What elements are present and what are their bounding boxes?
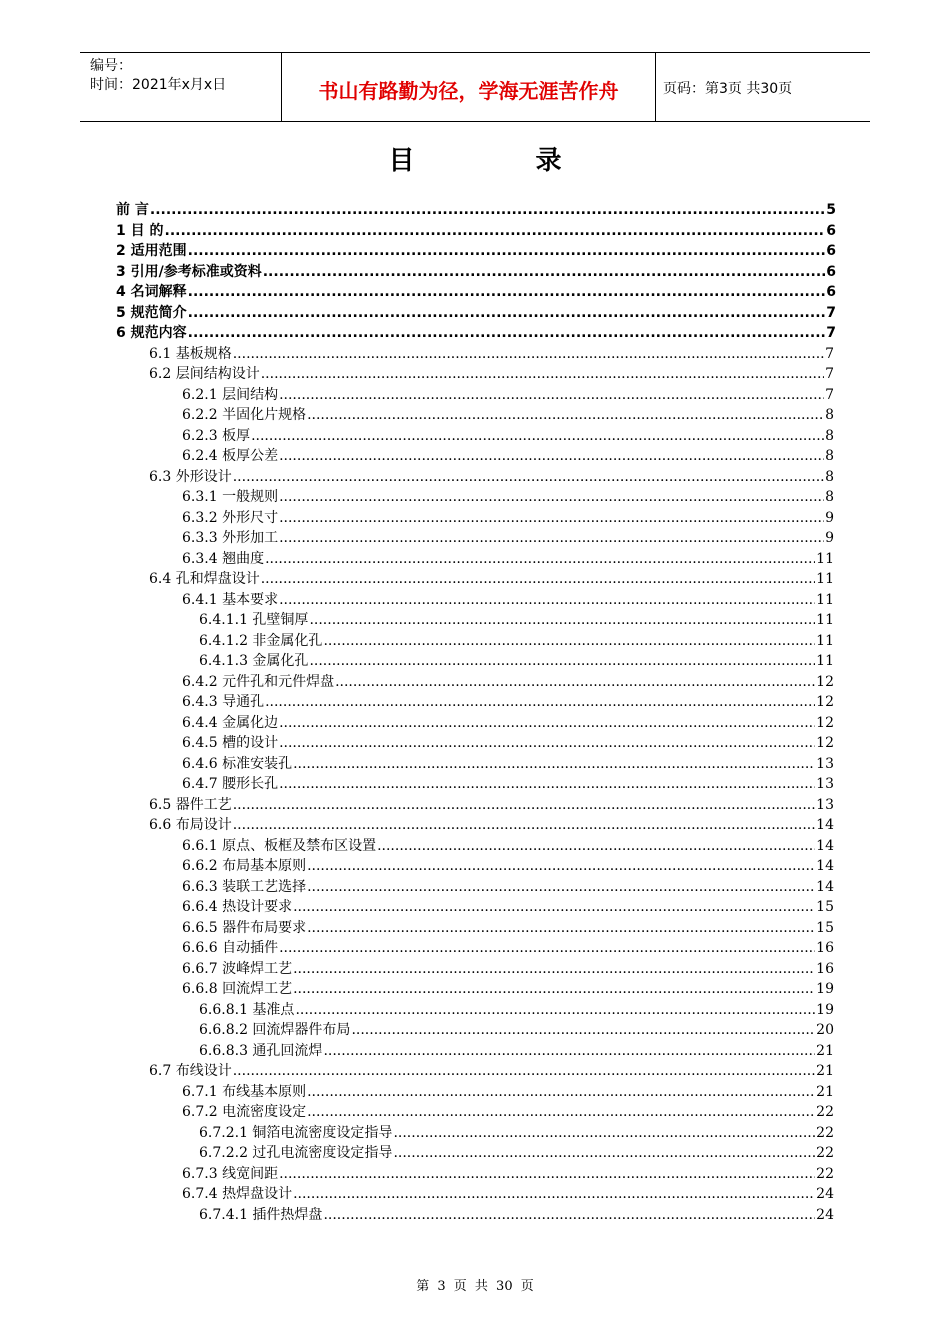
toc-leader-dots (293, 897, 815, 917)
toc-entry-page: 11 (816, 591, 834, 608)
toc-leader-dots (293, 959, 815, 979)
toc-entry-label: 6.6.7 波峰焊工艺 (182, 960, 293, 977)
toc-entry-page: 22 (816, 1145, 834, 1161)
toc-entry-page: 13 (816, 796, 834, 813)
toc-entry-page: 8 (825, 427, 834, 444)
toc-leader-dots (279, 1164, 815, 1184)
toc-leader-dots (323, 631, 815, 651)
toc-leader-dots (233, 467, 824, 487)
toc-entry[interactable] (182, 856, 834, 876)
toc-entry[interactable] (149, 364, 834, 384)
toc-leader-dots (295, 1000, 815, 1020)
toc-leader-dots (150, 200, 825, 220)
toc-entry[interactable] (182, 385, 834, 405)
toc-entry[interactable] (199, 1143, 834, 1163)
toc-entry-page: 12 (816, 694, 834, 710)
toc-entry[interactable] (149, 344, 834, 364)
toc-entry-label: 6.7.2.1 铜箔电流密度设定指导 (199, 1124, 393, 1141)
toc-entry[interactable] (182, 959, 834, 979)
toc-entry[interactable] (149, 467, 834, 487)
toc-entry-label: 6.2.3 板厚 (182, 427, 251, 444)
toc-leader-dots (233, 815, 815, 835)
toc-leader-dots (279, 774, 815, 794)
toc-leader-dots (233, 795, 815, 815)
toc-entry[interactable] (116, 241, 836, 261)
toc-entry-page: 7 (825, 386, 834, 403)
toc-entry-page: 7 (826, 304, 836, 321)
toc-entry-label: 6.3 外形设计 (149, 468, 232, 485)
toc-leader-dots (309, 651, 815, 671)
toc-entry[interactable] (182, 938, 834, 958)
toc-entry-page: 7 (826, 325, 836, 341)
toc-entry-label: 6.4.2 元件孔和元件焊盘 (182, 673, 335, 690)
toc-entry-label: 2 适用范围 (116, 243, 187, 259)
toc-entry[interactable] (199, 1041, 834, 1061)
toc-entry-page: 11 (816, 612, 834, 628)
toc-entry-page: 9 (825, 530, 834, 546)
toc-entry[interactable] (182, 590, 834, 610)
toc-leader-dots (393, 1143, 815, 1163)
toc-entry-label: 6.4.1.1 孔壁铜厚 (199, 612, 309, 628)
toc-entry[interactable] (116, 200, 836, 220)
toc-entry-page: 11 (816, 632, 834, 649)
toc-entry-label: 6.4.1.2 非金属化孔 (199, 632, 323, 649)
toc-entry-label: 6.3.2 外形尺寸 (182, 509, 279, 526)
toc-entry[interactable] (182, 877, 834, 897)
toc-entry-page: 8 (825, 407, 834, 423)
header-motto: 书山有路勤为径，学海无涯苦作舟 (318, 79, 619, 103)
toc-entry-label: 6.2.2 半固化片规格 (182, 407, 307, 423)
toc-leader-dots (233, 1061, 815, 1081)
toc-leader-dots (323, 1205, 815, 1225)
toc-entry-label: 6.6.8.2 回流焊器件布局 (199, 1022, 351, 1038)
toc-entry[interactable] (149, 815, 834, 835)
toc-entry-page: 16 (816, 940, 834, 956)
toc-entry[interactable] (182, 528, 834, 548)
toc-leader-dots (393, 1123, 815, 1143)
toc-entry-label: 6.7.2.2 过孔电流密度设定指导 (199, 1145, 393, 1161)
toc-leader-dots (265, 692, 815, 712)
toc-entry-page: 5 (826, 202, 836, 218)
toc-entry-label: 6.4.6 标准安装孔 (182, 755, 293, 772)
toc-entry-page: 21 (816, 1042, 834, 1059)
toc-leader-dots (351, 1020, 815, 1040)
page-header (80, 52, 870, 122)
toc-entry[interactable] (116, 221, 836, 241)
toc-entry-label: 6.4.4 金属化边 (182, 714, 279, 731)
toc-entry-label: 6.6.8.1 基准点 (199, 1001, 295, 1018)
toc-entry-page: 8 (825, 448, 834, 464)
toc-entry-label: 6.6.2 布局基本原则 (182, 858, 307, 874)
toc-entry-label: 6.3.1 一般规则 (182, 489, 279, 505)
toc-entry-label: 6.6.1 原点、板框及禁布区设置 (182, 837, 377, 854)
toc-entry[interactable] (116, 303, 836, 323)
toc-entry[interactable] (182, 426, 834, 446)
toc-leader-dots (279, 590, 815, 610)
toc-entry-page: 6 (826, 243, 836, 259)
toc-entry-label: 6.1 基板规格 (149, 345, 232, 362)
toc-entry-page: 6 (826, 263, 836, 280)
toc-entry[interactable] (149, 795, 834, 815)
toc-entry-label: 6.6.4 热设计要求 (182, 899, 293, 915)
toc-entry-page: 16 (816, 960, 834, 977)
toc-leader-dots (188, 303, 826, 323)
toc-leader-dots (279, 385, 824, 405)
toc-entry[interactable] (182, 672, 834, 692)
toc-entry[interactable] (149, 1061, 834, 1081)
toc-entry-label: 1 目 的 (116, 222, 164, 239)
toc-entry-label: 6.6.8.3 通孔回流焊 (199, 1042, 323, 1059)
toc-leader-dots (188, 241, 826, 261)
toc-entry-page: 12 (816, 673, 834, 690)
toc-entry-page: 13 (816, 755, 834, 772)
toc-entry[interactable] (182, 733, 834, 753)
toc-entry[interactable] (199, 1020, 834, 1040)
toc-leader-dots (293, 754, 815, 774)
toc-entry-page: 24 (816, 1206, 834, 1223)
toc-entry-label: 6.6 布局设计 (149, 817, 232, 833)
toc-entry-page: 19 (816, 1001, 834, 1018)
toc-entry-label: 6.4 孔和焊盘设计 (149, 571, 260, 587)
toc-entry-page: 24 (816, 1186, 834, 1202)
toc-entry-page: 21 (816, 1063, 834, 1079)
toc-leader-dots (263, 262, 826, 282)
toc-entry-page: 15 (816, 919, 834, 936)
toc-entry-label: 6.4.7 腰形长孔 (182, 776, 279, 792)
page-footer: 第 3 页 共 30 页 (416, 1279, 534, 1294)
toc-leader-dots (335, 672, 815, 692)
toc-leader-dots (309, 610, 815, 630)
toc-leader-dots (279, 508, 824, 528)
toc-leader-dots (279, 487, 824, 507)
toc-entry-page: 6 (826, 222, 836, 239)
toc-leader-dots (188, 323, 826, 343)
toc-entry-page: 12 (816, 735, 834, 751)
toc-entry-label: 3 引用/参考标准或资料 (116, 263, 262, 280)
toc-leader-dots (307, 405, 824, 425)
toc-entry-label: 6.6.8 回流焊工艺 (182, 981, 293, 997)
toc-entry-label: 6 规范内容 (116, 325, 187, 341)
toc-leader-dots (188, 282, 826, 302)
document-number-label: 编号： (90, 58, 132, 74)
toc-entry[interactable] (182, 692, 834, 712)
toc-leader-dots (279, 713, 815, 733)
toc-entry-page: 13 (816, 776, 834, 792)
toc-entry-label: 6.3.4 翘曲度 (182, 550, 265, 567)
toc-entry[interactable] (182, 405, 834, 425)
toc-entry-page: 9 (825, 509, 834, 526)
toc-entry-page: 22 (816, 1124, 834, 1141)
toc-entry-label: 6.2.1 层间结构 (182, 386, 279, 403)
toc-leader-dots (307, 877, 815, 897)
toc-entry[interactable] (116, 323, 836, 343)
toc-leader-dots (323, 1041, 815, 1061)
toc-entry-label: 6.7.1 布线基本原则 (182, 1083, 307, 1100)
toc-entry[interactable] (116, 282, 836, 302)
toc-leader-dots (279, 446, 824, 466)
header-page-info: 页码：第3页 共30页 (663, 81, 793, 97)
toc-entry[interactable] (182, 446, 834, 466)
toc-entry-label: 6.7 布线设计 (149, 1063, 232, 1079)
toc-entry-label: 6.3.3 外形加工 (182, 530, 279, 546)
toc-entry-page: 14 (816, 858, 834, 874)
toc-entry-label: 6.7.4.1 插件热焊盘 (199, 1206, 323, 1223)
toc-leader-dots (377, 836, 815, 856)
toc-entry-page: 11 (816, 550, 834, 567)
toc-entry-page: 8 (825, 489, 834, 505)
toc-entry-page: 11 (816, 653, 834, 669)
toc-entry[interactable] (182, 836, 834, 856)
toc-entry-page: 20 (816, 1022, 834, 1038)
toc-leader-dots (293, 1184, 815, 1204)
toc-entry-page: 11 (816, 571, 834, 587)
toc-leader-dots (279, 733, 815, 753)
toc-entry-page: 22 (816, 1165, 834, 1182)
toc-entry-page: 22 (816, 1104, 834, 1120)
toc-entry-label: 6.2 层间结构设计 (149, 366, 260, 382)
toc-entry-label: 6.6.3 装联工艺选择 (182, 878, 307, 895)
toc-entry-page: 12 (816, 714, 834, 731)
toc-leader-dots (265, 549, 815, 569)
toc-entry-label: 6.4.5 槽的设计 (182, 735, 279, 751)
toc-leader-dots (279, 528, 824, 548)
toc-entry-page: 6 (826, 284, 836, 300)
toc-leader-dots (307, 856, 815, 876)
toc-leader-dots (307, 1082, 815, 1102)
toc-entry-label: 6.4.3 导通孔 (182, 694, 265, 710)
toc-entry-page: 14 (816, 878, 834, 895)
toc-entry[interactable] (199, 631, 834, 651)
header-motto-cell (281, 53, 656, 121)
toc-title: 目 录 (388, 146, 618, 176)
toc-leader-dots (307, 918, 815, 938)
toc-leader-dots (293, 979, 815, 999)
toc-entry[interactable] (182, 897, 834, 917)
toc-entry-label: 6.4.1 基本要求 (182, 591, 279, 608)
toc-entry[interactable] (182, 754, 834, 774)
toc-entry[interactable] (182, 1164, 834, 1184)
toc-entry-label: 6.2.4 板厚公差 (182, 448, 279, 464)
toc-entry[interactable] (149, 569, 834, 589)
document-time-label: 时间：2021年x月x日 (90, 77, 227, 93)
toc-entry-label: 6.4.1.3 金属化孔 (199, 653, 309, 669)
toc-entry[interactable] (182, 1082, 834, 1102)
toc-entry-page: 7 (825, 345, 834, 362)
toc-entry[interactable] (182, 508, 834, 528)
toc-entry-label: 6.6.5 器件布局要求 (182, 919, 307, 936)
toc-entry[interactable] (199, 610, 834, 630)
toc-leader-dots (251, 426, 824, 446)
toc-entry-label: 4 名词解释 (116, 284, 187, 300)
toc-entry[interactable] (116, 262, 836, 282)
toc-entry-label: 前 言 (116, 202, 149, 218)
toc-entry-page: 14 (816, 817, 834, 833)
toc-entry-label: 6.6.6 自动插件 (182, 940, 279, 956)
toc-entry-page: 15 (816, 899, 834, 915)
toc-entry-page: 8 (825, 468, 834, 485)
toc-entry[interactable] (182, 918, 834, 938)
toc-entry[interactable] (199, 1123, 834, 1143)
toc-leader-dots (165, 221, 826, 241)
toc-entry-page: 19 (816, 981, 834, 997)
toc-entry[interactable] (182, 487, 834, 507)
toc-entry[interactable] (199, 1000, 834, 1020)
toc-entry-page: 14 (816, 837, 834, 854)
toc-entry[interactable] (182, 1184, 834, 1204)
toc-leader-dots (307, 1102, 815, 1122)
toc-entry[interactable] (182, 979, 834, 999)
toc-leader-dots (261, 364, 824, 384)
header-meta-cell (80, 53, 280, 121)
toc-entry[interactable] (182, 774, 834, 794)
toc-entry[interactable] (182, 1102, 834, 1122)
toc-entry[interactable] (199, 1205, 834, 1225)
toc-entry-label: 6.7.4 热焊盘设计 (182, 1186, 293, 1202)
toc-entry-label: 6.5 器件工艺 (149, 796, 232, 813)
toc-entry-page: 7 (825, 366, 834, 382)
toc-entry-label: 6.7.2 电流密度设定 (182, 1104, 307, 1120)
toc-entry-label: 6.7.3 线宽间距 (182, 1165, 279, 1182)
header-page-cell (655, 53, 870, 121)
toc-leader-dots (233, 344, 824, 364)
toc-leader-dots (261, 569, 815, 589)
toc-entry-label: 5 规范简介 (116, 304, 187, 321)
toc-entry[interactable] (182, 549, 834, 569)
toc-entry[interactable] (199, 651, 834, 671)
toc-entry-page: 21 (816, 1083, 834, 1100)
toc-entry[interactable] (182, 713, 834, 733)
toc-leader-dots (279, 938, 815, 958)
